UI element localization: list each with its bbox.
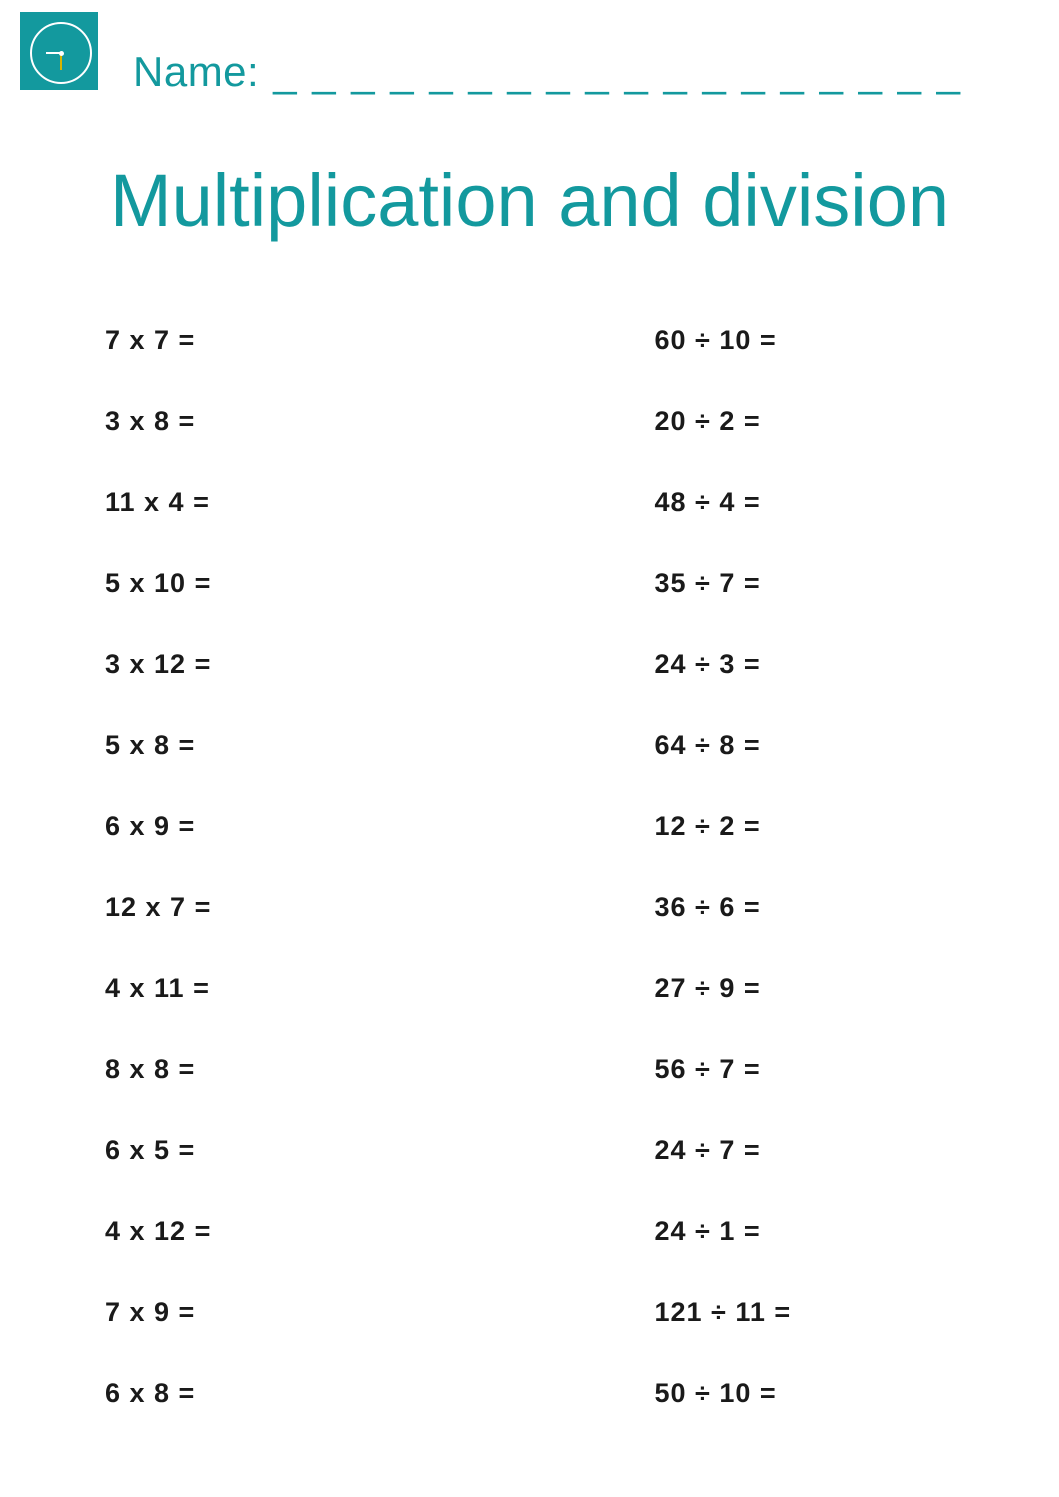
problem-item: 20 ÷ 2 = — [654, 406, 761, 436]
problem-item: 24 ÷ 7 = — [654, 1135, 761, 1165]
problem-item: 4 x 11 = — [105, 973, 210, 1003]
problem-item: 24 ÷ 3 = — [654, 649, 761, 679]
problem-item: 4 x 12 = — [105, 1216, 212, 1246]
problem-item: 3 x 8 = — [105, 406, 196, 436]
problem-item: 6 x 8 = — [105, 1378, 196, 1408]
problems-area — [0, 300, 1059, 1434]
problem-item: 6 x 5 = — [105, 1135, 196, 1165]
problem-item: 5 x 10 = — [105, 568, 212, 598]
problem-item: 35 ÷ 7 = — [654, 568, 761, 598]
problem-item: 64 ÷ 8 = — [654, 730, 761, 760]
problem-item: 11 x 4 = — [105, 487, 210, 517]
problem-item: 121 ÷ 11 = — [654, 1297, 792, 1327]
problem-item: 8 x 8 = — [105, 1054, 196, 1084]
problem-item: 7 x 7 = — [105, 325, 196, 355]
problem-item: 36 ÷ 6 = — [654, 892, 761, 922]
problem-item: 12 ÷ 2 = — [654, 811, 761, 841]
problem-item: 56 ÷ 7 = — [654, 1054, 761, 1084]
clock-logo — [20, 12, 98, 90]
problem-item: 60 ÷ 10 = — [654, 325, 777, 355]
problem-item: 5 x 8 = — [105, 730, 196, 760]
multiplication-column — [0, 300, 530, 1434]
problem-item: 12 x 7 = — [105, 892, 212, 922]
problem-item: 3 x 12 = — [105, 649, 212, 679]
clock-center-pin — [59, 51, 64, 56]
worksheet-header — [0, 0, 1059, 130]
problem-item: 48 ÷ 4 = — [654, 487, 761, 517]
name-label: Name: — [133, 48, 260, 95]
clock-icon — [30, 22, 92, 84]
problem-item: 50 ÷ 10 = — [654, 1378, 777, 1408]
problem-item: 6 x 9 = — [105, 811, 196, 841]
problem-item: 27 ÷ 9 = — [654, 973, 761, 1003]
division-column — [530, 300, 1059, 1434]
problem-item: 24 ÷ 1 = — [654, 1216, 761, 1246]
name-field-row — [133, 48, 962, 96]
page-title: Multiplication and division — [109, 159, 950, 242]
name-write-line[interactable]: _ _ _ _ _ _ _ _ _ _ _ _ _ _ _ _ _ _ — [273, 48, 963, 95]
problem-item: 7 x 9 = — [105, 1297, 196, 1327]
